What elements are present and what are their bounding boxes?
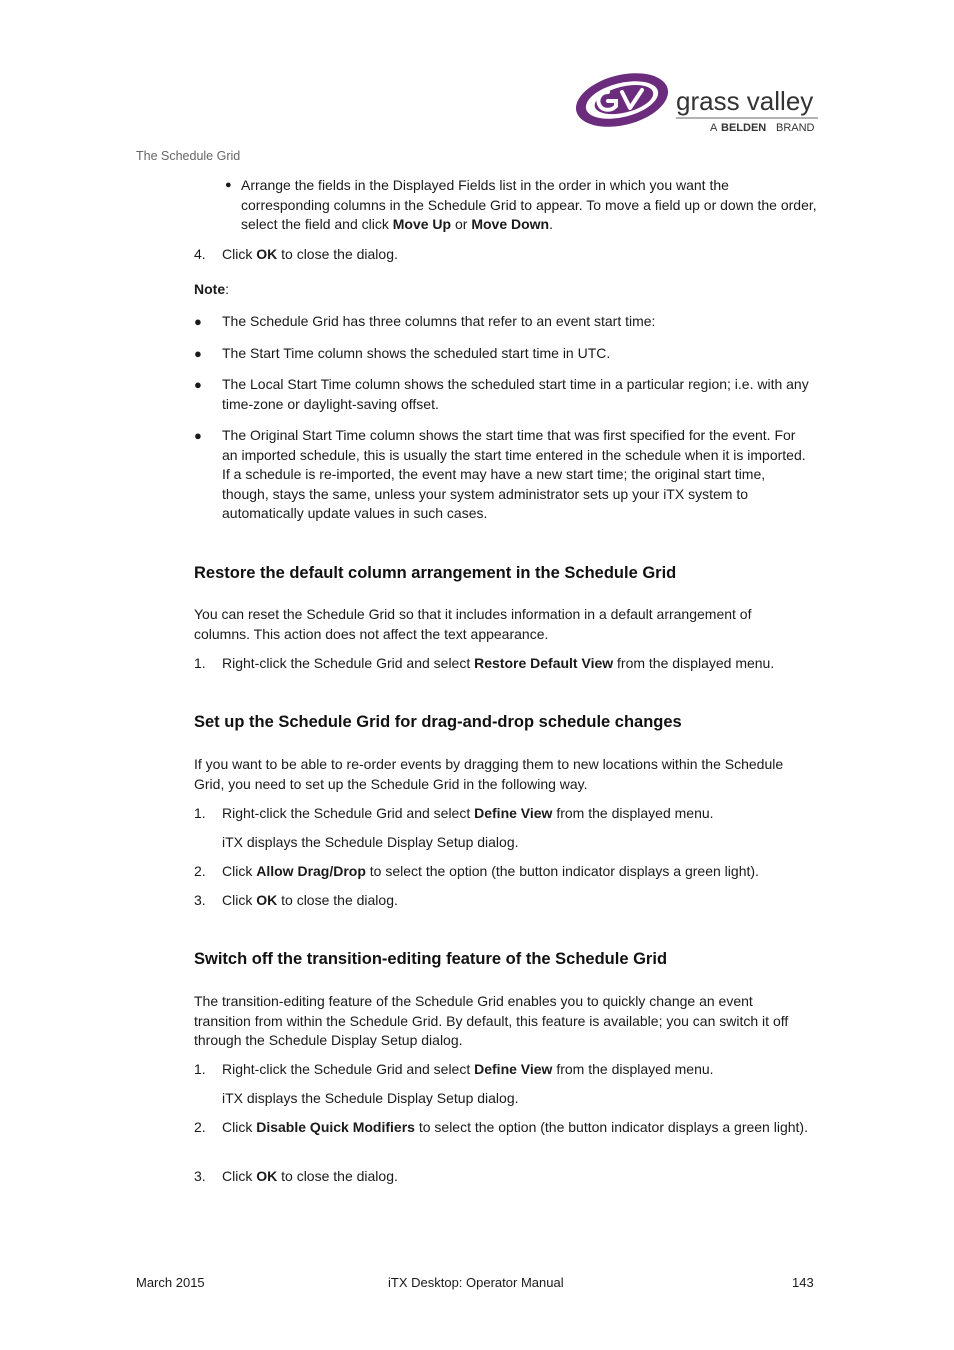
move-up-term: Move Up xyxy=(392,216,452,233)
logo-tagline-suffix: BRAND xyxy=(776,122,815,134)
step-number: 4. xyxy=(194,246,206,262)
step-text: Right-click the Schedule Grid and select Define View from the displayed menu. xyxy=(222,1061,714,1077)
note-item: The Schedule Grid has three columns that refer to an event start time: xyxy=(222,313,656,329)
section-paragraph: You can reset the Schedule Grid so that it includes information in a default arrangement of columns. This action does not affect the text appearance. xyxy=(194,606,752,642)
bullet-marker: ● xyxy=(225,179,232,191)
step-number: 2. xyxy=(194,863,206,879)
step-text: Click Disable Quick Modifiers to select the option (the button indicator displays a green light). xyxy=(222,1119,808,1135)
grass-valley-logo xyxy=(572,70,822,136)
page-number: 143 xyxy=(792,1275,814,1290)
footer-title: iTX Desktop: Operator Manual xyxy=(388,1275,564,1290)
step-number: 1. xyxy=(194,805,206,821)
note-item: The Start Time column shows the scheduled start time in UTC. xyxy=(222,345,611,361)
move-down-term: Move Down xyxy=(471,216,550,233)
step-number: 3. xyxy=(194,1168,206,1184)
bullet-marker: ● xyxy=(194,428,202,443)
step-number: 1. xyxy=(194,655,206,671)
step-number: 3. xyxy=(194,892,206,908)
bullet-marker: ● xyxy=(194,346,202,361)
step-result: iTX displays the Schedule Display Setup dialog. xyxy=(222,834,519,850)
section-paragraph: If you want to be able to re-order events by dragging them to new locations within the Schedule Grid, you need to set up the Schedule Grid in the following way. xyxy=(194,756,784,792)
step-text: Right-click the Schedule Grid and select Restore Default View from the displayed menu. xyxy=(222,655,775,671)
logo-tagline-prefix: A xyxy=(710,122,718,134)
step-number: 1. xyxy=(194,1061,206,1077)
step-4-text: Click OK to close the dialog. xyxy=(222,246,398,262)
bullet-marker: ● xyxy=(194,314,202,329)
step-text: Right-click the Schedule Grid and select Define View from the displayed menu. xyxy=(222,805,714,821)
intro-bullet-text: Arrange the fields in the Displayed Fields list in the order in which you want the corresponding columns in the Schedule Grid to appear. To move a field up or down the order, select the field and click Move Up or Move Down. xyxy=(241,177,817,233)
step-number: 2. xyxy=(194,1119,206,1135)
running-header: The Schedule Grid xyxy=(136,149,241,163)
logo-tagline-brand: BELDEN xyxy=(721,122,767,134)
step-result: iTX displays the Schedule Display Setup dialog. xyxy=(222,1090,519,1106)
step-text: Click OK to close the dialog. xyxy=(222,1168,398,1184)
section-heading: Set up the Schedule Grid for drag-and-drop schedule changes xyxy=(194,713,682,731)
note-item: The Local Start Time column shows the scheduled start time in a particular region; i.e. with any time-zone or daylight-saving offset. xyxy=(222,376,809,412)
note-item: The Original Start Time column shows the start time that was first specified for the event. For an imported schedule, this is usually the start time entered in the schedule when it is imported. If a schedule is re-imported, the event may have a new start time; the original start time, though, stays the same, unless your system administrator sets up your iTX system to automatically update values in such cases. xyxy=(222,427,806,522)
grass-valley-logo-mark xyxy=(572,70,822,136)
section-heading: Restore the default column arrangement in the Schedule Grid xyxy=(194,564,677,582)
logo-wordmark: grass valley xyxy=(676,86,814,116)
bullet-marker: ● xyxy=(194,377,202,392)
section-heading: Switch off the transition-editing feature of the Schedule Grid xyxy=(194,950,668,968)
note-label: Note: xyxy=(194,281,230,297)
section-paragraph: The transition-editing feature of the Schedule Grid enables you to quickly change an event transition from within the Schedule Grid. By default, this feature is available; you can switch it off through the Schedule Display Setup dialog. xyxy=(194,993,789,1049)
step-text: Click Allow Drag/Drop to select the option (the button indicator displays a green light). xyxy=(222,863,759,879)
footer-date: March 2015 xyxy=(136,1275,205,1290)
step-text: Click OK to close the dialog. xyxy=(222,892,398,908)
